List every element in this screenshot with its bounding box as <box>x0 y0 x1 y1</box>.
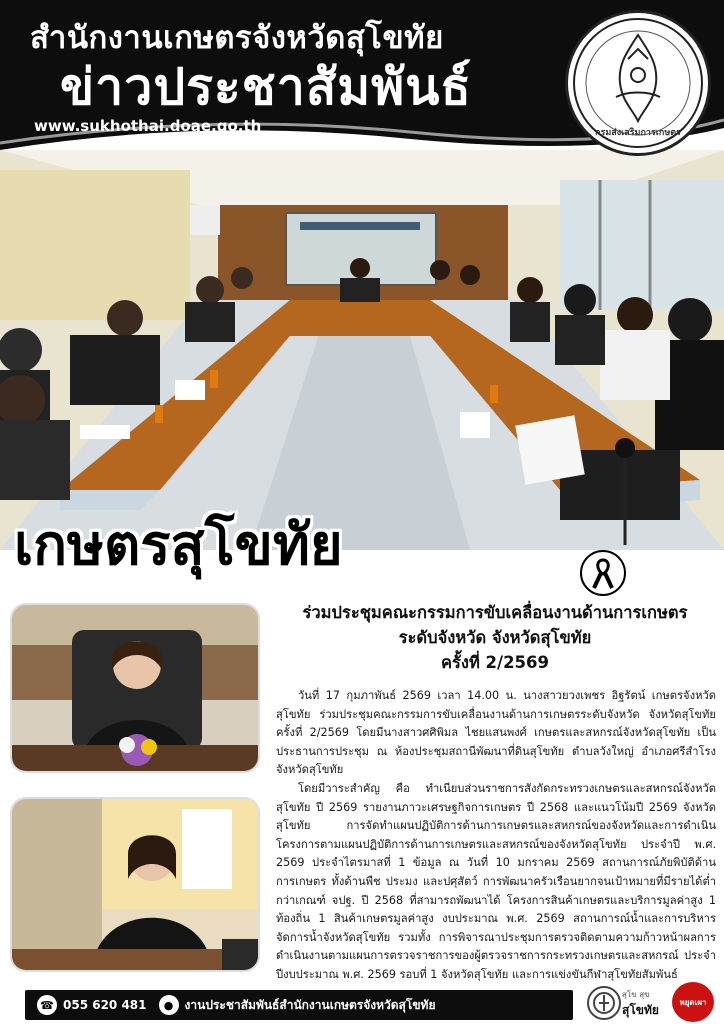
footer-phone[interactable]: 055 620 481 <box>63 998 147 1012</box>
news-label: ข่าวประชาสัมพันธ์ <box>60 58 472 116</box>
doae-small-logo <box>587 986 621 1020</box>
headline-line-1: ร่วมประชุมคณะกรรมการขับเคลื่อนงานด้านการเกษตร <box>302 603 688 622</box>
website-link[interactable]: www.sukhothai.doae.go.th <box>34 117 262 135</box>
stop-burning-logo: หยุดเผา <box>672 982 714 1022</box>
seal-text: กรมส่งเสริมการเกษตร <box>595 128 681 138</box>
mourning-ribbon-icon <box>580 550 626 596</box>
doae-seal-logo <box>565 10 711 156</box>
phone-icon: ☎ <box>37 995 57 1015</box>
article-paragraph-2: โดยมีวาระสำคัญ คือ ทำเนียบส่วนราชการสังกัดกระทรวงเกษตรและสหกรณ์จังหวัดสุโขทัย ปี 2569 รายงานภาวะเศรษฐกิจการเกษตร ปี 2568 และแนวโน้มปี 2569 จังหวัดสุโขทัย การจัดทำแผนปฏิบัติการด้านการเกษตรและสหกรณ์ของจังหวัดและการดำเนินโครงการตามแผนปฏิบัติการด้านการเกษตรและสหกรณ์ของจังหวัดสุโขทัย ประจำปี พ.ศ. 2569 ประจำไตรมาสที่ 1 ข้อมูล ณ วันที่ 10 มกราคม 2569 สถานการณ์ภัยพิบัติด้านการเกษตร ทั้งด้านพืช ประมง และปศุสัตว์ การพัฒนาครัวเรือนยากจนเป้าหมายที่มีรายได้ต่ำกว่าเกณฑ์ จปฐ. ปี 2568 ที่สามารถพัฒนาได้ โครงการสินค้าเกษตรและบริการมูลค่าสูง 1 ท้องถิ่น 1 สินค้าเกษตรมูลค่าสูง งบประมาณ พ.ศ. 2569 สถานการณ์น้ำและการบริหารจัดการน้ำจังหวัดสุโขทัย รวมทั้ง การพิจารณาประชุมการตรวจติดตามความก้าวหน้าผลการดำเนินงานตามแผนการตรวจราชการของผู้ตรวจราชการกระทรวงเกษตรและสหกรณ์ ประจำปีงบประมาณ พ.ศ. 2569 รอบที่ 1 จังหวัดสุโขทัย และการแข่งขันกีฬาสุโขทัยสัมพันธ์ <box>276 781 716 981</box>
article-body <box>276 687 716 985</box>
article-paragraph-1: วันที่ 17 กุมภาพันธ์ 2569 เวลา 14.00 น. นางสาวยวงเพชร อิฐรัตน์ เกษตรจังหวัดสุโขทัย ร่วมประชุมคณะกรรมการขับเคลื่อนงานด้านการเกษตรระดับจังหวัด จังหวัดสุโขทัย ครั้งที่ 2/2569 โดยมีนางสาวศศิพิมล ไชยแสนพงศ์ เกษตรและสหกรณ์จังหวัดสุโขทัย เป็นประธานการประชุม ณ ห้องประชุมสถานีพัฒนาที่ดินสุโขทัย ตำบลวังใหญ่ อำเภอศรีสำโรง จังหวัดสุโขทัย <box>276 689 716 777</box>
sukhothai-logo-main: สุโขทัย <box>622 1003 659 1017</box>
meeting-photo <box>0 150 724 550</box>
headline-line-2: ระดับจังหวัด จังหวัดสุโขทัย <box>398 628 592 647</box>
org-name: สำนักงานเกษตรจังหวัดสุโขทัย <box>30 20 444 56</box>
sukhothai-logo <box>622 988 666 1020</box>
chairperson-photo <box>10 603 260 773</box>
footer-contact-bar <box>25 990 573 1020</box>
article-headline <box>270 600 720 675</box>
footer-office: งานประชาสัมพันธ์สำนักงานเกษตรจังหวัดสุโขทัย <box>184 997 436 1012</box>
sukhothai-logo-top: สุโข สุข <box>622 990 650 999</box>
brand-title: เกษตรสุโขทัย <box>14 513 343 578</box>
headline-line-3: ครั้งที่ 2/2569 <box>440 653 549 672</box>
provincial-officer-photo <box>10 797 260 972</box>
location-pin-icon: ● <box>159 995 179 1015</box>
